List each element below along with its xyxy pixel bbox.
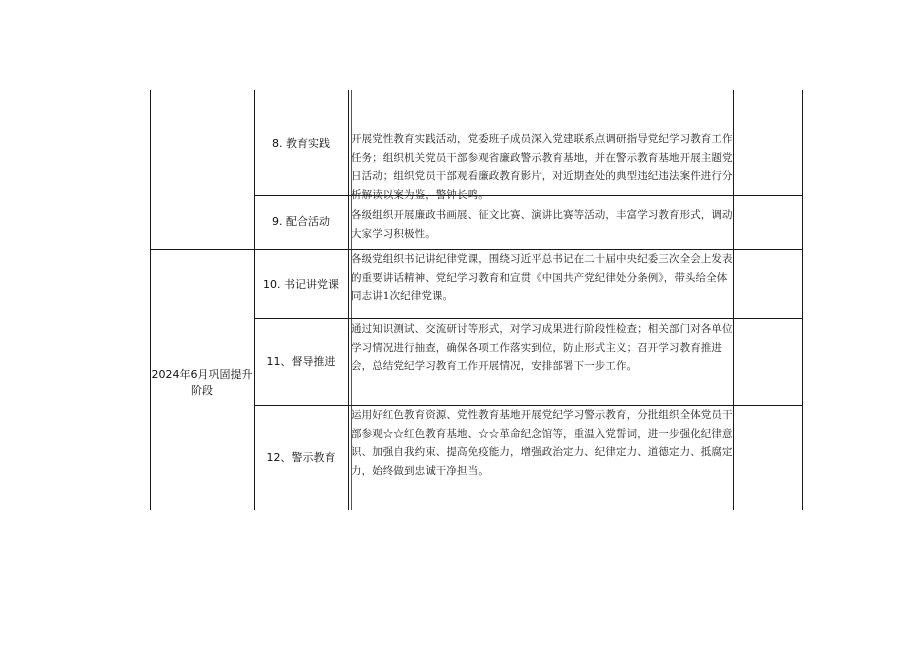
table-row-content <box>351 130 733 204</box>
table-border-right <box>802 90 803 510</box>
content-text: 运用好红色教育资源、党性教育基地开展党纪学习警示教育，分批组织全体党员干部参观☆☆红色教育基地、☆☆革命纪念馆等，重温入党誓词，进一步强化纪律意识、加强自我约束、提高免疫能力，增强政治定力、纪律定力、道德定力、抵腐定力，始终做到忠诚干净担当。 <box>351 409 733 477</box>
content-text: 通过知识测试、交流研讨等形式，对学习成果进行阶段性检查；相关部门对各单位学习情况进行抽查，确保各项工作落实到位，防止形式主义；召开学习教育推进会，总结党纪学习教育工作开展情况，安排部署下一步工作。 <box>351 323 733 372</box>
item-label: 10. 书记讲党课 <box>263 278 339 291</box>
table-column-divider <box>733 90 734 510</box>
table-column-divider <box>254 90 255 510</box>
phase-cell <box>151 367 253 399</box>
table-row-item <box>255 354 347 370</box>
table-row-content <box>351 320 733 376</box>
phase-label: 2024年6月巩固提升阶段 <box>151 368 253 397</box>
content-text: 各级党组织书记讲纪律党课，围绕习近平总书记在二十届中央纪委三次全会上发表的重要讲话精神、党纪学习教育和宣贯《中国共产党纪律处分条例》，带头给全体同志讲1次纪律党课。 <box>351 253 733 302</box>
table-border-left <box>150 90 151 510</box>
table-row-item <box>255 214 347 230</box>
item-label: 9. 配合活动 <box>272 215 330 228</box>
table-row-divider <box>254 318 803 319</box>
table-row-item <box>255 136 347 152</box>
item-label: 11、督导推进 <box>266 355 336 368</box>
table-row-item <box>255 277 347 293</box>
table-row-content <box>351 406 733 480</box>
table-column-divider <box>348 90 349 510</box>
table-row-content <box>351 250 733 306</box>
item-label: 8. 教育实践 <box>272 137 330 150</box>
item-label: 12、警示教育 <box>266 451 336 464</box>
content-text: 各级组织开展廉政书画展、征文比赛、演讲比赛等活动，丰富学习教育形式，调动大家学习积极性。 <box>351 209 733 240</box>
table-row-item <box>255 450 347 466</box>
table-row-content <box>351 206 733 243</box>
content-text: 开展党性教育实践活动，党委班子成员深入党建联系点调研指导党纪学习教育工作任务；组织机关党员干部参观省廉政警示教育基地，并在警示教育基地开展主题党日活动；组织党员干部观看廉政教育影片，对近期查处的典型违纪违法案件进行分析解读以案为鉴，警钟长鸣。 <box>351 133 733 201</box>
